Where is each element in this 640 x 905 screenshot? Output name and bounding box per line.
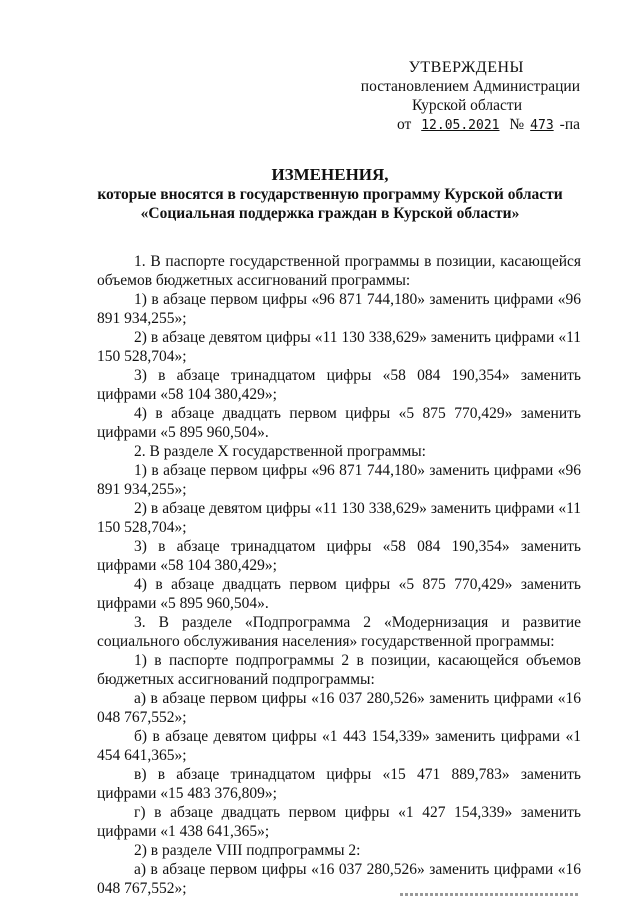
heading-subtitle-2: «Социальная поддержка граждан в Курской области» — [140, 205, 520, 222]
paragraph: в) в абзаце тринадцатом цифры «15 471 889,783» заменить цифрами «15 483 376,809»; — [97, 766, 581, 802]
paragraph: 2) в абзаце девятом цифры «11 130 338,629» заменить цифрами «11 150 528,704»; — [97, 329, 581, 365]
paragraph: 1) в паспорте подпрограммы 2 в позиции, касающейся объемов бюджетных ассигнований подпрограммы: — [97, 652, 581, 688]
paragraph: 3) в абзаце тринадцатом цифры «58 084 190,354» заменить цифрами «58 104 380,429»; — [97, 538, 581, 574]
number-label: № — [509, 116, 525, 133]
paragraph: г) в абзаце двадцать первом цифры «1 427 154,339» заменить цифрами «1 438 641,365»; — [97, 804, 581, 840]
paragraph: а) в абзаце первом цифры «16 037 280,526» заменить цифрами «16 048 767,552»; — [97, 861, 581, 897]
paragraph: 2) в абзаце девятом цифры «11 130 338,629» заменить цифрами «11 150 528,704»; — [97, 500, 581, 536]
paragraph: 2) в разделе VIII подпрограммы 2: — [134, 842, 361, 859]
approval-issuer: постановлением Администрации — [360, 78, 580, 95]
paragraph: 2. В разделе X государственной программы: — [134, 443, 426, 460]
paragraph: 1. В паспорте государственной программы в позиции, касающейся объемов бюджетных ассигнований программы: — [97, 253, 581, 289]
approval-title: УТВЕРЖДЕНЫ — [408, 59, 524, 76]
paragraph: 1) в абзаце первом цифры «96 871 744,180» заменить цифрами «96 891 934,255»; — [97, 291, 581, 327]
paragraph: б) в абзаце девятом цифры «1 443 154,339» заменить цифрами «1 454 641,365»; — [97, 728, 581, 764]
paragraph: 1) в абзаце первом цифры «96 871 744,180» заменить цифрами «96 891 934,255»; — [97, 462, 581, 498]
approval-date-number — [300, 115, 580, 135]
paragraph: 3. В разделе «Подпрограмма 2 «Модернизация и развитие социального обслуживания населения» государственной программы: — [97, 614, 581, 650]
paragraph: 3) в абзаце тринадцатом цифры «58 084 190,354» заменить цифрами «58 104 380,429»; — [97, 367, 581, 403]
paragraph: 4) в абзаце двадцать первом цифры «5 875 770,429» заменить цифрами «5 895 960,504». — [97, 576, 581, 612]
heading-subtitle-1: которые вносятся в государственную программу Курской области — [97, 186, 563, 203]
from-label: от — [397, 116, 412, 133]
approval-block — [300, 58, 580, 135]
paragraph: а) в абзаце первом цифры «16 037 280,526» заменить цифрами «16 048 767,552»; — [97, 690, 581, 726]
paragraph: 4) в абзаце двадцать первом цифры «5 875 770,429» заменить цифрами «5 895 960,504». — [97, 405, 581, 441]
approval-region: Курской области — [411, 97, 522, 114]
heading-title: ИЗМЕНЕНИЯ, — [271, 165, 389, 184]
number-suffix: -па — [559, 116, 580, 133]
approval-number: 473 — [530, 118, 554, 133]
document-heading — [60, 165, 600, 223]
document-body — [97, 252, 581, 898]
approval-date: 12.05.2021 — [421, 118, 500, 133]
scan-footer-mark — [400, 893, 580, 896]
